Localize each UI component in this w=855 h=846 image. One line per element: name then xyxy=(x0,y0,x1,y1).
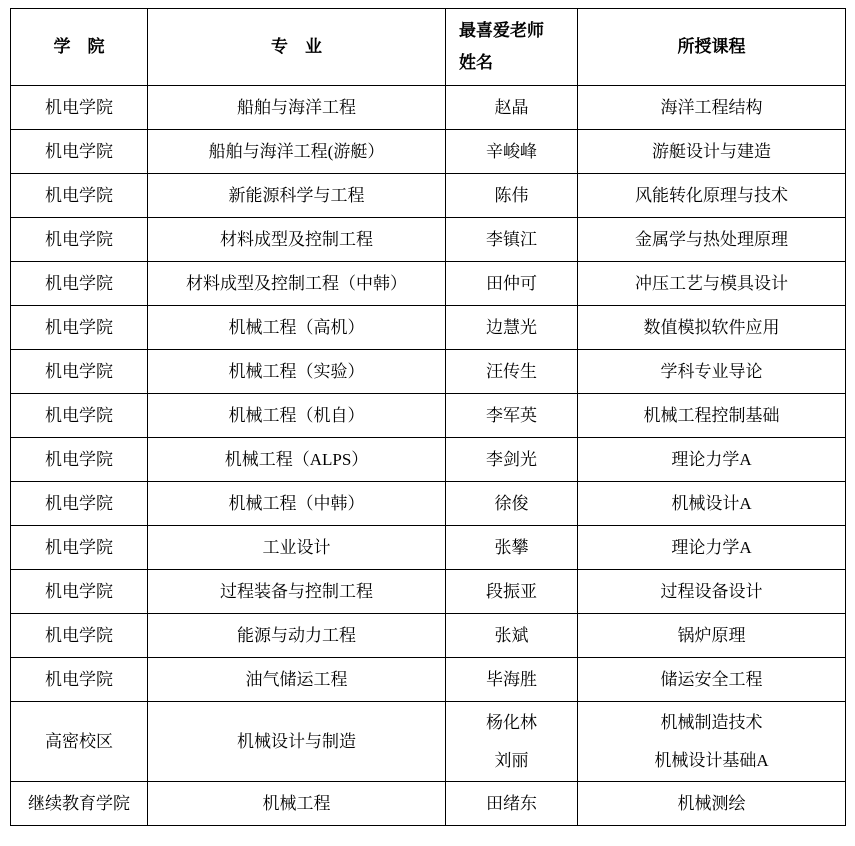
table-row xyxy=(11,174,846,218)
teacher-cell xyxy=(446,438,578,482)
major-cell-line: 能源与动力工程 xyxy=(237,625,356,645)
favorite-teachers-table xyxy=(10,8,846,826)
course-cell-line: 理论力学A xyxy=(671,449,752,469)
college-cell-line: 机电学院 xyxy=(45,141,113,161)
table-body xyxy=(11,86,846,826)
major-cell-line: 船舶与海洋工程(游艇） xyxy=(208,141,385,161)
course-cell xyxy=(578,614,846,658)
college-cell xyxy=(11,86,148,130)
teacher-cell-line: 刘丽 xyxy=(494,750,529,770)
college-cell-line: 机电学院 xyxy=(45,449,113,469)
college-cell xyxy=(11,526,148,570)
major-cell-line: 机械工程（高机） xyxy=(228,317,365,337)
major-cell xyxy=(148,306,446,350)
header-college xyxy=(11,9,148,86)
college-cell-line: 机电学院 xyxy=(45,273,113,293)
major-cell-line: 机械工程（中韩） xyxy=(228,493,365,513)
major-cell xyxy=(148,350,446,394)
course-cell xyxy=(578,482,846,526)
course-cell-line: 锅炉原理 xyxy=(677,625,746,645)
major-cell-line: 新能源科学与工程 xyxy=(228,185,365,205)
course-cell-line: 冲压工艺与模具设计 xyxy=(635,273,788,293)
major-cell xyxy=(148,130,446,174)
college-cell-line: 机电学院 xyxy=(45,405,113,425)
table-row xyxy=(11,702,846,782)
teacher-cell-line: 李军英 xyxy=(486,405,537,425)
major-cell-line: 过程装备与控制工程 xyxy=(220,581,373,601)
course-cell xyxy=(578,262,846,306)
college-cell-line: 高密校区 xyxy=(45,731,113,751)
header-line: 最喜爱老师 xyxy=(459,21,544,40)
table-row xyxy=(11,658,846,702)
course-cell-line: 数值模拟软件应用 xyxy=(643,317,780,337)
teacher-cell xyxy=(446,218,578,262)
teacher-cell-line: 李镇江 xyxy=(486,229,537,249)
course-cell-line: 理论力学A xyxy=(671,537,752,557)
teacher-cell xyxy=(446,782,578,826)
course-cell xyxy=(578,570,846,614)
college-cell xyxy=(11,174,148,218)
college-cell xyxy=(11,130,148,174)
major-cell xyxy=(148,86,446,130)
major-cell-line: 机械设计与制造 xyxy=(237,731,356,751)
teacher-cell xyxy=(446,702,578,782)
major-cell xyxy=(148,482,446,526)
major-cell xyxy=(148,218,446,262)
college-cell-line: 机电学院 xyxy=(45,185,113,205)
college-cell-line: 机电学院 xyxy=(45,581,113,601)
course-cell xyxy=(578,86,846,130)
teacher-cell xyxy=(446,262,578,306)
teacher-cell xyxy=(446,614,578,658)
teacher-cell xyxy=(446,86,578,130)
teacher-cell xyxy=(446,570,578,614)
teacher-cell-line: 田仲可 xyxy=(486,273,537,293)
major-cell xyxy=(148,262,446,306)
teacher-cell xyxy=(446,394,578,438)
table-row xyxy=(11,482,846,526)
teacher-cell-line: 徐俊 xyxy=(494,493,529,513)
college-cell xyxy=(11,438,148,482)
major-cell xyxy=(148,174,446,218)
header-courses xyxy=(578,9,846,86)
teacher-cell xyxy=(446,350,578,394)
course-cell-line: 金属学与热处理原理 xyxy=(635,229,788,249)
teacher-cell-line: 杨化林 xyxy=(486,712,537,732)
major-cell xyxy=(148,658,446,702)
course-cell xyxy=(578,350,846,394)
major-cell xyxy=(148,702,446,782)
course-cell-line: 学科专业导论 xyxy=(660,361,763,381)
course-cell xyxy=(578,658,846,702)
major-cell-line: 材料成型及控制工程 xyxy=(220,229,373,249)
teacher-cell-line: 毕海胜 xyxy=(486,669,537,689)
table-row xyxy=(11,130,846,174)
course-cell xyxy=(578,174,846,218)
college-cell xyxy=(11,658,148,702)
course-cell-line: 海洋工程结构 xyxy=(660,97,763,117)
college-cell xyxy=(11,614,148,658)
course-cell-line: 机械制造技术 xyxy=(660,712,763,732)
teacher-cell-line: 边慧光 xyxy=(486,317,537,337)
course-cell xyxy=(578,306,846,350)
college-cell-line: 机电学院 xyxy=(45,97,113,117)
college-cell-line: 机电学院 xyxy=(45,625,113,645)
teacher-cell-line: 李剑光 xyxy=(486,449,537,469)
header-line: 所授课程 xyxy=(677,37,746,56)
course-cell xyxy=(578,394,846,438)
header-line: 姓名 xyxy=(459,53,493,72)
teacher-cell xyxy=(446,482,578,526)
major-cell-line: 油气储运工程 xyxy=(245,669,348,689)
table-row xyxy=(11,438,846,482)
college-cell xyxy=(11,350,148,394)
course-cell xyxy=(578,782,846,826)
major-cell xyxy=(148,394,446,438)
table-row xyxy=(11,614,846,658)
teacher-cell-line: 辛峻峰 xyxy=(486,141,537,161)
college-cell-line: 机电学院 xyxy=(45,537,113,557)
table-row xyxy=(11,570,846,614)
course-cell-line: 过程设备设计 xyxy=(660,581,763,601)
teacher-cell-line: 田绪东 xyxy=(486,793,537,813)
teacher-cell-line: 段振亚 xyxy=(486,581,537,601)
major-cell-line: 机械工程（ALPS） xyxy=(224,449,369,469)
college-cell-line: 机电学院 xyxy=(45,669,113,689)
course-cell-line: 机械设计A xyxy=(671,493,752,513)
major-cell xyxy=(148,438,446,482)
course-cell xyxy=(578,438,846,482)
table-row xyxy=(11,782,846,826)
major-cell xyxy=(148,614,446,658)
table-row xyxy=(11,394,846,438)
major-cell-line: 机械工程 xyxy=(262,793,331,813)
college-cell xyxy=(11,782,148,826)
major-cell xyxy=(148,782,446,826)
college-cell-line: 机电学院 xyxy=(45,493,113,513)
course-cell xyxy=(578,526,846,570)
header-major xyxy=(148,9,446,86)
teacher-cell-line: 陈伟 xyxy=(494,185,529,205)
college-cell xyxy=(11,218,148,262)
major-cell-line: 材料成型及控制工程（中韩） xyxy=(186,273,407,293)
major-cell xyxy=(148,570,446,614)
college-cell-line: 继续教育学院 xyxy=(28,793,130,813)
college-cell xyxy=(11,306,148,350)
college-cell xyxy=(11,394,148,438)
course-cell-line: 游艇设计与建造 xyxy=(652,141,771,161)
major-cell-line: 船舶与海洋工程 xyxy=(237,97,356,117)
teacher-cell-line: 张攀 xyxy=(494,537,529,557)
table-row xyxy=(11,306,846,350)
table-row xyxy=(11,86,846,130)
major-cell xyxy=(148,526,446,570)
course-cell xyxy=(578,702,846,782)
table-row xyxy=(11,262,846,306)
major-cell-line: 机械工程（机自） xyxy=(228,405,365,425)
college-cell xyxy=(11,702,148,782)
header-line: 专 业 xyxy=(271,37,322,56)
course-cell-line: 机械设计基础A xyxy=(654,750,769,770)
college-cell-line: 机电学院 xyxy=(45,361,113,381)
course-cell xyxy=(578,130,846,174)
teacher-cell xyxy=(446,658,578,702)
table-row xyxy=(11,218,846,262)
table-row xyxy=(11,526,846,570)
course-cell-line: 风能转化原理与技术 xyxy=(635,185,788,205)
course-cell xyxy=(578,218,846,262)
teacher-cell xyxy=(446,174,578,218)
major-cell-line: 机械工程（实验） xyxy=(228,361,365,381)
teacher-cell-line: 赵晶 xyxy=(494,97,529,117)
college-cell xyxy=(11,570,148,614)
course-cell-line: 储运安全工程 xyxy=(660,669,763,689)
teacher-cell-line: 张斌 xyxy=(494,625,529,645)
teacher-cell xyxy=(446,306,578,350)
header-teacher-name xyxy=(446,9,578,86)
college-cell xyxy=(11,262,148,306)
course-cell-line: 机械测绘 xyxy=(677,793,746,813)
course-cell-line: 机械工程控制基础 xyxy=(643,405,780,425)
teacher-cell xyxy=(446,526,578,570)
college-cell-line: 机电学院 xyxy=(45,317,113,337)
table-row xyxy=(11,350,846,394)
teacher-cell xyxy=(446,130,578,174)
college-cell xyxy=(11,482,148,526)
teacher-cell-line: 汪传生 xyxy=(486,361,537,381)
header-line: 学 院 xyxy=(53,37,105,56)
header-row xyxy=(11,9,846,86)
college-cell-line: 机电学院 xyxy=(45,229,113,249)
major-cell-line: 工业设计 xyxy=(262,537,331,557)
